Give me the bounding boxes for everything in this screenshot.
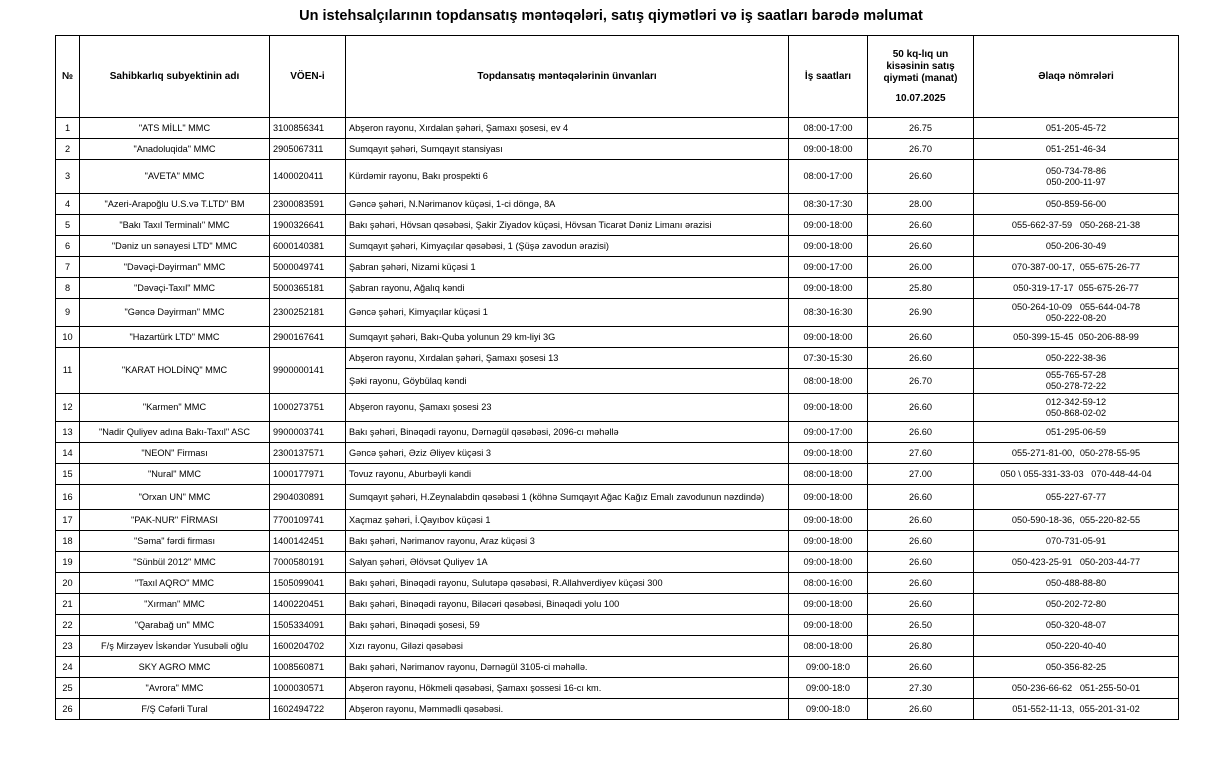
phone-number: 070-387-00-17, 055-675-26-77 <box>1011 261 1141 272</box>
phone-number: 051-251-46-34 <box>1045 143 1107 154</box>
cell-voen: 1400142451 <box>270 531 346 552</box>
cell-address: Gəncə şəhəri, N.Nərimanov küçəsi, 1-ci döngə, 8A <box>346 194 789 215</box>
cell-no: 20 <box>56 573 80 594</box>
cell-hours: 09:00-18:00 <box>789 236 868 257</box>
cell-price: 26.60 <box>868 594 974 615</box>
flour-points-table <box>55 35 1179 720</box>
cell-hours: 09:00-18:00 <box>789 327 868 348</box>
cell-hours: 09:00-18:00 <box>789 215 868 236</box>
cell-name: "Xırman" MMC <box>80 594 270 615</box>
cell-price: 26.60 <box>868 215 974 236</box>
table-row <box>56 636 1179 657</box>
cell-no: 21 <box>56 594 80 615</box>
cell-price: 25.80 <box>868 278 974 299</box>
table-row <box>56 422 1179 443</box>
cell-hours: 08:00-17:00 <box>789 118 868 139</box>
cell-hours: 09:00-18:00 <box>789 615 868 636</box>
cell-phones <box>974 278 1179 299</box>
cell-address: Şabran şəhəri, Nizami küçəsi 1 <box>346 257 789 278</box>
header-price <box>868 36 974 118</box>
phone-number: 050-423-25-91 050-203-44-77 <box>1011 556 1141 567</box>
phone-number: 051-205-45-72 <box>1045 122 1107 133</box>
table-row <box>56 615 1179 636</box>
cell-no: 15 <box>56 464 80 485</box>
cell-address: Abşeron rayonu, Xırdalan şəhəri, Şamaxı şosesi 13 <box>346 348 789 369</box>
table-header-row <box>56 36 1179 118</box>
phone-number: 055-662-37-59 050-268-21-38 <box>1011 219 1141 230</box>
cell-hours: 08:00-18:00 <box>789 636 868 657</box>
cell-no: 9 <box>56 299 80 327</box>
table-row <box>56 594 1179 615</box>
cell-voen: 7700109741 <box>270 510 346 531</box>
cell-no: 6 <box>56 236 80 257</box>
cell-voen: 1505099041 <box>270 573 346 594</box>
cell-voen: 1000273751 <box>270 394 346 422</box>
header-address: Topdansatış məntəqələrinin ünvanları <box>346 36 789 118</box>
header-price-date: 10.07.2025 <box>895 92 946 104</box>
cell-name: "Taxıl AQRO" MMC <box>80 573 270 594</box>
table-row <box>56 139 1179 160</box>
cell-name: "Azeri-Arapoğlu U.S.və T.LTD" BM <box>80 194 270 215</box>
phone-number: 051-295-06-59 <box>1045 426 1107 437</box>
cell-voen: 1400020411 <box>270 160 346 194</box>
cell-hours: 09:00-18:0 <box>789 699 868 720</box>
cell-phones <box>974 348 1179 369</box>
cell-no: 8 <box>56 278 80 299</box>
table-row <box>56 327 1179 348</box>
cell-hours: 09:00-18:00 <box>789 278 868 299</box>
cell-name: "Qarabağ un" MMC <box>80 615 270 636</box>
cell-address: Sumqayıt şəhəri, Kimyaçılar qəsəbəsi, 1 (Şüşə zavodun ərazisi) <box>346 236 789 257</box>
cell-name: "Karmen" MMC <box>80 394 270 422</box>
phone-number: 050-399-15-45 050-206-88-99 <box>1013 331 1139 342</box>
table-row <box>56 348 1179 369</box>
cell-hours: 07:30-15:30 <box>789 348 868 369</box>
cell-name: "Anadoluqida" MMC <box>80 139 270 160</box>
cell-name: "Avrora" MMC <box>80 678 270 699</box>
cell-voen: 9900003741 <box>270 422 346 443</box>
cell-address: Gəncə şəhəri, Əziz Əliyev küçəsi 3 <box>346 443 789 464</box>
cell-voen: 1900326641 <box>270 215 346 236</box>
cell-phones <box>974 573 1179 594</box>
table-row <box>56 531 1179 552</box>
cell-voen: 3100856341 <box>270 118 346 139</box>
cell-address: Bakı şəhəri, Binəqədi şosesi, 59 <box>346 615 789 636</box>
cell-no: 19 <box>56 552 80 573</box>
cell-address: Abşeron rayonu, Şamaxı şosesi 23 <box>346 394 789 422</box>
table-row <box>56 552 1179 573</box>
phone-number: 050-859-56-00 <box>1045 198 1107 209</box>
cell-voen: 5000049741 <box>270 257 346 278</box>
table-row <box>56 464 1179 485</box>
phone-number: 050-356-82-25 <box>1045 661 1107 672</box>
cell-phones <box>974 257 1179 278</box>
cell-no: 11 <box>56 348 80 394</box>
header-name: Sahibkarlıq subyektinin adı <box>80 36 270 118</box>
cell-voen: 9900000141 <box>270 348 346 394</box>
cell-address: Xızı rayonu, Giləzi qəsəbəsi <box>346 636 789 657</box>
cell-price: 26.60 <box>868 699 974 720</box>
cell-address: Bakı şəhəri, Nərimanov rayonu, Araz küçəsi 3 <box>346 531 789 552</box>
cell-price: 26.60 <box>868 573 974 594</box>
cell-phones <box>974 215 1179 236</box>
cell-hours: 09:00-18:0 <box>789 678 868 699</box>
cell-name: F/ş Mirzəyev İskəndər Yusubəli oğlu <box>80 636 270 657</box>
table-row <box>56 299 1179 327</box>
cell-price: 26.50 <box>868 615 974 636</box>
cell-hours: 09:00-17:00 <box>789 257 868 278</box>
cell-name: "Dəvəçi-Taxıl" MMC <box>80 278 270 299</box>
cell-address: Abşeron rayonu, Xırdalan şəhəri, Şamaxı şosesi, ev 4 <box>346 118 789 139</box>
cell-voen: 2905067311 <box>270 139 346 160</box>
cell-phones <box>974 139 1179 160</box>
cell-voen: 1600204702 <box>270 636 346 657</box>
cell-name: "Sünbül 2012" MMC <box>80 552 270 573</box>
cell-price: 28.00 <box>868 194 974 215</box>
cell-hours: 08:00-17:00 <box>789 160 868 194</box>
cell-phones <box>974 464 1179 485</box>
cell-name: "Səma" fərdi firması <box>80 531 270 552</box>
cell-address: Tovuz rayonu, Aburbəyli kəndi <box>346 464 789 485</box>
cell-price: 26.60 <box>868 394 974 422</box>
cell-hours: 09:00-18:00 <box>789 531 868 552</box>
cell-phones <box>974 369 1179 394</box>
header-hours: İş saatları <box>789 36 868 118</box>
cell-address: Bakı şəhəri, Binəqədi rayonu, Dərnəgül qəsəbəsi, 2096-cı məhəllə <box>346 422 789 443</box>
cell-price: 27.30 <box>868 678 974 699</box>
cell-price: 26.75 <box>868 118 974 139</box>
cell-no: 26 <box>56 699 80 720</box>
table-row <box>56 573 1179 594</box>
cell-price: 26.60 <box>868 510 974 531</box>
cell-hours: 09:00-18:0 <box>789 657 868 678</box>
cell-price: 26.90 <box>868 299 974 327</box>
cell-voen: 2904030891 <box>270 485 346 510</box>
cell-name: "Dəniz un sənayesi LTD" MMC <box>80 236 270 257</box>
cell-no: 14 <box>56 443 80 464</box>
cell-phones <box>974 552 1179 573</box>
cell-hours: 08:00-16:00 <box>789 573 868 594</box>
cell-address: Salyan şəhəri, Əlövsət Quliyev 1A <box>346 552 789 573</box>
cell-no: 3 <box>56 160 80 194</box>
cell-address: Şəki rayonu, Göybülaq kəndi <box>346 369 789 394</box>
cell-name: SKY AGRO MMC <box>80 657 270 678</box>
phone-number: 050-206-30-49 <box>1045 240 1107 251</box>
table-row <box>56 257 1179 278</box>
cell-no: 10 <box>56 327 80 348</box>
cell-address: Bakı şəhəri, Hövsan qəsəbəsi, Şakir Ziyadov küçəsi, Hövsan Ticarət Dəniz Limanı ərazisi <box>346 215 789 236</box>
cell-name: "PAK-NUR" FİRMASI <box>80 510 270 531</box>
phone-number: 050-734-78-86 <box>1045 165 1107 176</box>
table-row <box>56 394 1179 422</box>
cell-price: 27.00 <box>868 464 974 485</box>
cell-address: Abşeron rayonu, Məmmədli qəsəbəsi. <box>346 699 789 720</box>
cell-price: 26.60 <box>868 422 974 443</box>
phone-number: 055-765-57-28 <box>1045 370 1107 380</box>
header-phones: Əlaqə nömrələri <box>974 36 1179 118</box>
cell-no: 25 <box>56 678 80 699</box>
cell-hours: 08:30-17:30 <box>789 194 868 215</box>
phone-number: 050-319-17-17 055-675-26-77 <box>1013 282 1139 293</box>
cell-price: 26.60 <box>868 327 974 348</box>
cell-price: 26.60 <box>868 485 974 510</box>
cell-phones <box>974 422 1179 443</box>
cell-voen: 1000177971 <box>270 464 346 485</box>
phone-number: 050-868-02-02 <box>1045 407 1107 418</box>
cell-address: Bakı şəhəri, Nərimanov rayonu, Dərnəgül 3105-ci məhəllə. <box>346 657 789 678</box>
cell-price: 26.60 <box>868 657 974 678</box>
phone-number: 050-320-48-07 <box>1045 619 1107 630</box>
cell-phones <box>974 699 1179 720</box>
cell-price: 26.70 <box>868 139 974 160</box>
phone-number: 055-271-81-00, 050-278-55-95 <box>1011 447 1141 458</box>
cell-voen: 1602494722 <box>270 699 346 720</box>
table-row <box>56 678 1179 699</box>
phone-number: 050-222-38-36 <box>1045 352 1107 363</box>
page-title: Un istehsalçılarının topdansatış məntəqələri, satış qiymətləri və iş saatları barədə məlumat <box>299 8 923 24</box>
phone-number: 050-264-10-09 055-644-04-78 <box>1011 301 1141 312</box>
cell-no: 24 <box>56 657 80 678</box>
phone-number: 050-236-66-62 051-255-50-01 <box>1011 682 1141 693</box>
phone-number: 050-488-88-80 <box>1045 577 1107 588</box>
cell-voen: 5000365181 <box>270 278 346 299</box>
cell-name: "Bakı Taxıl Terminalı" MMC <box>80 215 270 236</box>
table-row <box>56 215 1179 236</box>
phone-number: 051-552-11-13, 055-201-31-02 <box>1012 703 1140 714</box>
cell-voen: 1008560871 <box>270 657 346 678</box>
header-voen: VÖEN-i <box>270 36 346 118</box>
cell-address: Gəncə şəhəri, Kimyaçılar küçəsi 1 <box>346 299 789 327</box>
cell-address: Bakı şəhəri, Binəqədi rayonu, Biləcəri qəsəbəsi, Binəqədi yolu 100 <box>346 594 789 615</box>
cell-no: 1 <box>56 118 80 139</box>
cell-hours: 09:00-18:00 <box>789 485 868 510</box>
cell-price: 26.60 <box>868 552 974 573</box>
cell-phones <box>974 594 1179 615</box>
cell-price: 26.60 <box>868 160 974 194</box>
cell-price: 26.70 <box>868 369 974 394</box>
cell-hours: 09:00-18:00 <box>789 552 868 573</box>
table-row <box>56 236 1179 257</box>
table-body <box>56 118 1179 720</box>
cell-address: Kürdəmir rayonu, Bakı prospekti 6 <box>346 160 789 194</box>
cell-voen: 6000140381 <box>270 236 346 257</box>
table-row <box>56 194 1179 215</box>
cell-voen: 1000030571 <box>270 678 346 699</box>
table-row <box>56 160 1179 194</box>
cell-phones <box>974 636 1179 657</box>
phone-number: 050-202-72-80 <box>1045 598 1107 609</box>
cell-hours: 09:00-18:00 <box>789 443 868 464</box>
cell-name: "Nadir Quliyev adına Bakı-Taxıl" ASC <box>80 422 270 443</box>
cell-phones <box>974 299 1179 327</box>
table-row <box>56 510 1179 531</box>
cell-no: 22 <box>56 615 80 636</box>
cell-voen: 7000580191 <box>270 552 346 573</box>
cell-name: "ATS MİLL" MMC <box>80 118 270 139</box>
cell-no: 5 <box>56 215 80 236</box>
cell-no: 2 <box>56 139 80 160</box>
cell-address: Sumqayıt şəhəri, H.Zeynalabdin qəsəbəsi 1 (köhnə Sumqayıt Ağac Kağız Emalı zavodunun nəzdində) <box>346 485 789 510</box>
cell-hours: 09:00-17:00 <box>789 422 868 443</box>
phone-number: 050 \ 055-331-33-03 070-448-44-04 <box>1000 468 1152 479</box>
table-row <box>56 699 1179 720</box>
cell-name: "Dəvəçi-Dəyirman" MMC <box>80 257 270 278</box>
cell-no: 16 <box>56 485 80 510</box>
cell-phones <box>974 194 1179 215</box>
cell-hours: 08:00-18:00 <box>789 369 868 394</box>
cell-address: Abşeron rayonu, Hökmeli qəsəbəsi, Şamaxı şossesi 16-cı km. <box>346 678 789 699</box>
cell-hours: 09:00-18:00 <box>789 594 868 615</box>
cell-phones <box>974 615 1179 636</box>
cell-address: Sumqayıt şəhəri, Sumqayıt stansiyası <box>346 139 789 160</box>
cell-price: 26.60 <box>868 531 974 552</box>
cell-voen: 2300252181 <box>270 299 346 327</box>
cell-hours: 08:00-18:00 <box>789 464 868 485</box>
cell-phones <box>974 485 1179 510</box>
cell-phones <box>974 118 1179 139</box>
cell-voen: 1400220451 <box>270 594 346 615</box>
cell-phones <box>974 394 1179 422</box>
cell-voen: 2300137571 <box>270 443 346 464</box>
cell-price: 26.60 <box>868 348 974 369</box>
cell-no: 7 <box>56 257 80 278</box>
table-row <box>56 118 1179 139</box>
cell-address: Sumqayıt şəhəri, Bakı-Quba yolunun 29 km-liyi 3G <box>346 327 789 348</box>
cell-phones <box>974 657 1179 678</box>
cell-price: 26.00 <box>868 257 974 278</box>
cell-phones <box>974 510 1179 531</box>
cell-no: 4 <box>56 194 80 215</box>
phone-number: 070-731-05-91 <box>1045 535 1107 546</box>
phone-number: 050-220-40-40 <box>1045 640 1107 651</box>
cell-name: "Orxan UN" MMC <box>80 485 270 510</box>
cell-phones <box>974 443 1179 464</box>
cell-hours: 09:00-18:00 <box>789 394 868 422</box>
table-row <box>56 278 1179 299</box>
phone-number: 050-222-08-20 <box>1045 312 1107 323</box>
cell-hours: 08:30-16:30 <box>789 299 868 327</box>
cell-hours: 09:00-18:00 <box>789 139 868 160</box>
cell-phones <box>974 160 1179 194</box>
table-row <box>56 485 1179 510</box>
cell-phones <box>974 236 1179 257</box>
cell-price: 26.60 <box>868 236 974 257</box>
header-no: № <box>56 36 80 118</box>
cell-no: 17 <box>56 510 80 531</box>
cell-phones <box>974 531 1179 552</box>
cell-price: 27.60 <box>868 443 974 464</box>
cell-address: Şabran rayonu, Ağalıq kəndi <box>346 278 789 299</box>
cell-name: F/Ş Cəfərli Tural <box>80 699 270 720</box>
cell-name: "Hazartürk LTD" MMC <box>80 327 270 348</box>
cell-address: Bakı şəhəri, Binəqədi rayonu, Sulutəpə qəsəbəsi, R.Allahverdiyev küçəsi 300 <box>346 573 789 594</box>
cell-hours: 09:00-18:00 <box>789 510 868 531</box>
cell-phones <box>974 327 1179 348</box>
cell-name: "KARAT HOLDİNQ" MMC <box>80 348 270 394</box>
phone-number: 012-342-59-12 <box>1045 396 1107 407</box>
cell-voen: 2900167641 <box>270 327 346 348</box>
cell-price: 26.80 <box>868 636 974 657</box>
cell-no: 12 <box>56 394 80 422</box>
header-price-label: 50 kq-lıq un kisəsinin satış qiyməti (manat) <box>883 48 958 84</box>
cell-no: 13 <box>56 422 80 443</box>
cell-address: Xaçmaz şəhəri, İ.Qayıbov küçəsi 1 <box>346 510 789 531</box>
cell-name: "Nural" MMC <box>80 464 270 485</box>
cell-voen: 2300083591 <box>270 194 346 215</box>
cell-name: "NEON" Firması <box>80 443 270 464</box>
phone-number: 050-200-11-97 <box>1046 176 1106 187</box>
phone-number: 050-590-18-36, 055-220-82-55 <box>1011 514 1141 525</box>
table-row <box>56 443 1179 464</box>
phone-number: 055-227-67-77 <box>1045 491 1107 502</box>
cell-name: "AVETA" MMC <box>80 160 270 194</box>
table-row <box>56 657 1179 678</box>
cell-no: 23 <box>56 636 80 657</box>
cell-name: "Gəncə Dəyirman" MMC <box>80 299 270 327</box>
phone-number: 050-278-72-22 <box>1045 381 1107 391</box>
cell-phones <box>974 678 1179 699</box>
cell-no: 18 <box>56 531 80 552</box>
cell-voen: 1505334091 <box>270 615 346 636</box>
